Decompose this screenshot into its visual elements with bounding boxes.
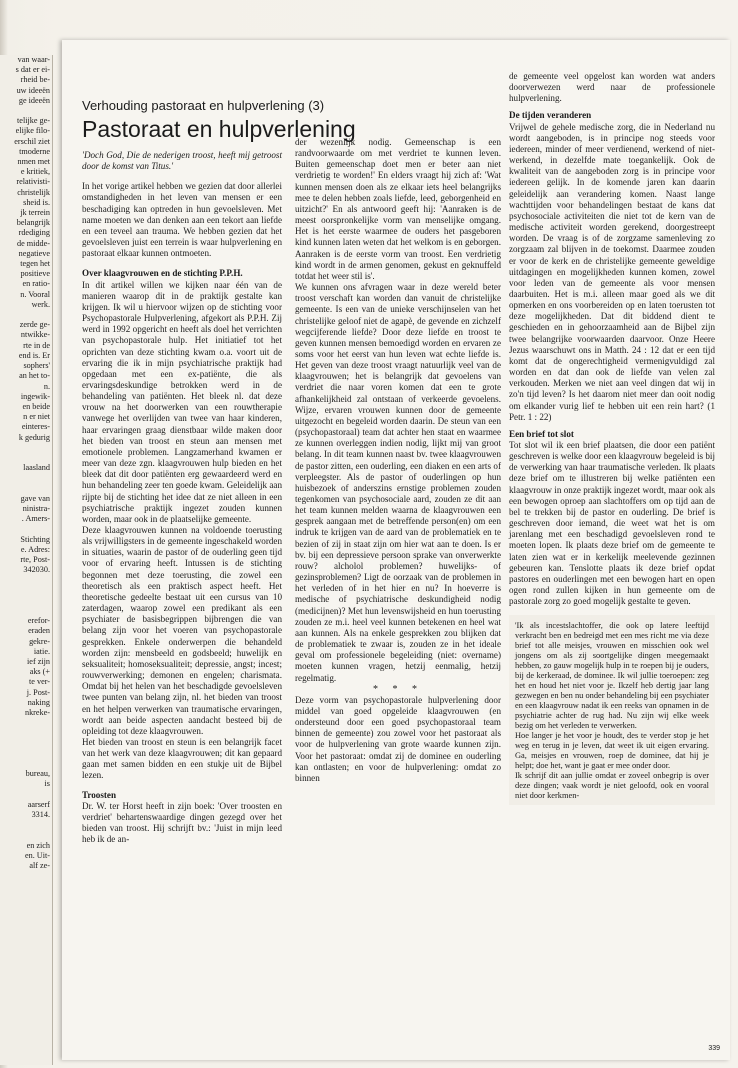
previous-page-line: en beide <box>22 401 50 411</box>
series-kicker: Verhouding pastoraat en hulpverlening (3) <box>82 98 325 113</box>
previous-page-line: erefor- <box>27 616 50 626</box>
paragraph: Tot slot wil ik een brief plaatsen, die door een patiënt geschreven is welke door een klaagvrouw begeleid is bij de verwerking van haar traumatische verleden. Ik plaats deze brief om te illustreren bij welke patiënten een klaagvrouw in onze praktijk ingezet wordt, maar ook als een bewogen oproep aan slachtoffers om op tijd aan de bel te trekken bij de pastor en ouderling. De brief is geschreven door iemand, die weet wat het is om jarenlang met een beschadigd gevoelsleven rond te moeten lopen. Ik plaats deze brief om de gemeente te laten zien wat er in kerkelijk meelevende gezinnen gebeuren kan. Tenslotte plaats ik deze brief opdat pastores en ouderlingen met een bewogen hart en open ogen rond zullen kijken in hun gemeente om de pastorale zorg zo goed mogelijk gestalte te geven. <box>509 440 715 607</box>
previous-page-line: telijke ge- <box>17 116 50 126</box>
previous-page-line: en. Uit- <box>24 850 50 860</box>
previous-page-line <box>0 310 52 320</box>
previous-page-line: naking <box>27 697 50 707</box>
previous-page-line: end is. Er <box>18 350 50 360</box>
article-title: Pastoraat en hulpverlening <box>82 116 356 142</box>
previous-page-line: elijke filo- <box>15 126 50 136</box>
previous-page-line: van waar- <box>17 55 50 64</box>
column-2 <box>295 137 501 784</box>
previous-page-line: nkreke- <box>24 708 50 717</box>
previous-page-line: iatie. <box>33 646 50 656</box>
previous-page-line: rte, Post- <box>20 554 50 564</box>
letter-paragraph: Hoe langer je het voor je houdt, des te verder stop je het weg en terug in je leven, dat weet ik uit eigen ervaring. Ga, meisjes en vrouwen, roep de dominee, dat hij je helpt; doe het, want je gaat er mee onder door. <box>515 731 709 771</box>
previous-page-line: zerde ge- <box>19 320 50 330</box>
previous-page-line: sophers' <box>23 361 50 371</box>
previous-page-line: bureau, <box>25 769 50 779</box>
previous-page-line: aarserf <box>27 799 50 809</box>
previous-page-line: . Amers- <box>21 514 50 524</box>
column-3 <box>509 71 715 805</box>
previous-page-line: s dat er ei- <box>15 65 50 75</box>
previous-page-line <box>0 106 52 116</box>
previous-page-line <box>0 596 52 606</box>
previous-page-line: alf ze- <box>29 861 50 871</box>
previous-page-line: 342030. <box>23 565 50 575</box>
previous-page-line: j. Post- <box>26 687 50 697</box>
previous-page-line: is <box>44 779 50 789</box>
previous-page-line: sheid is. <box>23 197 50 207</box>
previous-page-line <box>0 575 52 585</box>
previous-page-line: n. <box>43 381 50 391</box>
previous-page-line <box>0 524 52 534</box>
previous-page-line: n er niet <box>23 412 50 422</box>
paragraph: de gemeente veel opgelost kan worden wat anders doorverwezen werd naar de professionele hulpverlening. <box>509 71 715 104</box>
previous-page-line: jk terrein <box>20 208 50 218</box>
previous-page-line <box>0 790 52 800</box>
epigraph: 'Doch God, Die de nederigen troost, heeft mij getroost door de komst van Titus.' <box>82 150 282 172</box>
previous-page-line: e kritiek, <box>20 167 50 177</box>
paragraph: Deze klaagvrouwen kunnen na voldoende toerusting als vrijwilligsters in de gemeente ingeschakeld worden in situaties, waarin de pastor of de ouderling geen tijd voor of ervaring heeft. Intussen is de stichting begonnen met deze toerusting, die zowel een theoretisch als een praktisch aspect heeft. Het theoretische gedeelte bestaat uit een cursus van 10 zaterdagen, waarop zowel een predikant als een psychiater de basisbegrippen bijbrengen die van belang zijn voor het voeren van psychopastorale gesprekken. Enkele onderwerpen die behandeld worden zijn: mensbeeld en godsbeeld; huwelijk en seksualiteit; homoseksualiteit; depressie, angst; incest; rouwverwerking; demonen en engelen; charismata. Omdat bij het helen van het beschadigde gevoelsleven twee punten van belang zijn, nl. het bieden van troost en het helpen verwerken van traumatische ervaringen, wordt aan beide aspecten aandacht besteed bij de opleiding tot deze klaagvrouwen. <box>82 525 282 736</box>
section-heading: Troosten <box>82 789 117 800</box>
previous-page-line <box>0 443 52 453</box>
previous-page-line: an het to- <box>19 371 50 381</box>
previous-page-line: te ver- <box>29 677 50 687</box>
previous-page-line: 3314. <box>31 810 50 820</box>
paragraph: Deze vorm van psychopastorale hulpverlening door middel van goed opgeleide klaagvrouwen (en ondersteund door een goed psychopastoraal team binnen de gemeente) zou zowel voor het pastoraat als voor de hulpverlening van grote waarde kunnen zijn. Voor het pastoraat: omdat zij de dominee en ouderling kan ontlasten; en voor de hulpverlening: omdat zo binnen <box>295 694 501 783</box>
previous-page-line: ninistra- <box>22 503 50 513</box>
previous-page-line: christelijk <box>17 187 50 197</box>
previous-page-line: aks (+ <box>29 667 50 677</box>
previous-page-line: n. Vooral <box>20 289 50 299</box>
previous-page-line <box>0 728 52 738</box>
paragraph: We kunnen ons afvragen waar in deze wereld beter troost verschaft kan worden dan vanuit de christelijke gemeente. Is een van de unieke verschijnselen van het christelijke geloof niet de agapè, de gevende en zichzelf wegcijferende liefde? Door deze liefde en troost te geven kunnen mensen bemoedigd worden en ervaren ze soms voor het eerst van hun leven wat echte liefde is. Het geven van deze troost vraagt natuurlijk veel van de klaagvrouwen; het is belangrijk dat gevoelens van verdriet die naar voren komen dat een te grote afhankelijkheid zal ontstaan of verkeerde gevoelens. Wijze, ervaren vrouwen kunnen door de gemeente uitgezocht en begeleid worden daarin. De steun van een (psychopastoraal) team dat achter hen staat en waarmee ze kunnen overleggen indien nodig, lijkt mij van groot belang. In dit team kunnen naast bv. twee klaagvrouwen de pastor zitten, een ouderling, een diaken en een arts of verpleegster. Als de pastor of ouderlingen op hun huisbezoek of anderszins ernstige problemen zouden tegenkomen van psychosociale aard, zouden ze dit aan het team kunnen melden waarna de klaagvrouwen een gesprek aangaan met de betreffende person(en) om een indruk te krijgen van de aard van de problematiek en te bezien of zij in staat zijn om hier wat aan te doen. Is er bv. bij een depressieve persoon sprake van onverwerkte rouw? alcholol problemen? huwelijks- of gezinsproblemen? Ligt de oorzaak van de problemen in het verleden of in het hier en nu? In hoeverre is medische of psychiatrische deskundigheid nodig (medicijnen)? Met hun levenswijsheid en hun toerusting zouden ze m.i. heel veel kunnen betekenen en heel wat aan kunnen. Als na enkele gesprekken zou blijken dat de problematiek te zwaar is, zouden ze in het ideale geval om professionele begeleiding (niet: overname) moeten kunnen vragen, hetzij eenmalig, hetzij regelmatig. <box>295 282 501 683</box>
page-number: 339 <box>708 1045 720 1052</box>
previous-page-line: ingewik- <box>20 391 50 401</box>
previous-page-line: rheid be- <box>20 75 50 85</box>
letter-paragraph: 'Ik als incestslachtoffer, die ook op latere leeftijd verkracht ben en bedreigd met een mes richt me via deze brief tot alle meisjes, vrouwen en misschien ook wel jongens om als zij soortgelijke dingen meegemaakt hebben, zo gauw mogelijk hulp in te roepen bij je ouders, bij de kerkeraad, de dominee. Ik wil jullie toeroepen: zeg het en houd het niet voor je. Ikzelf heb dertig jaar lang gezwegen en ben nu onder behandeling bij een psychiater en een klaagvrouw nadat ik een reeks van opnamen in de psychiatrie achter de rug had. Nu zijn wij elke week bezig om het verleden te verwerken. <box>515 621 709 731</box>
previous-page-line: rdediging <box>18 228 50 238</box>
previous-page-line: rte in de <box>23 340 50 350</box>
previous-page-line: negatieve <box>18 248 50 258</box>
previous-page-line <box>0 820 52 830</box>
previous-page-line: laasland <box>23 463 50 473</box>
previous-page-line: werk. <box>31 299 50 309</box>
previous-page-line: tegen het <box>20 259 50 269</box>
paragraph: Het bieden van troost en steun is een belangrijk facet van het werk van deze klaagvrouwen; dit kan gepaard gaan met samen bidden en een stukje uit de Bijbel lezen. <box>82 736 282 781</box>
previous-page-line: de midde- <box>17 238 50 248</box>
section-heading: De tijden veranderen <box>509 110 592 121</box>
paragraph: In dit artikel willen we kijken naar één van de manieren waarop dit in de praktijk gestalte kan krijgen. Ik wil u hiervoor wijzen op de stichting voor Psychopastorale Hulpverlening, afgekort als P.P.H. Zij werd in 1992 opgericht en heeft als doel het verrichten van psychopastorale hulp. Het initiatief tot het oprichten van deze stichting kwam o.a. voort uit de ervaring die ik in mijn psychiatrische praktijk had opgedaan met een ex-patiënte, die als ervaringsdeskundige betrokken werd in de behandeling van patiënten. Het bleek nl. dat deze vrouw na het doorwerken van een rouwtherapie vanwege het overlijden van twee van haar kinderen, haar ervaringen graag dienstbaar wilde maken door het bieden van troost en steun aan mensen met emotionele problemen. Langzamerhand kwamen er meer van deze zgn. klaagvrouwen hulp bieden en het bleek dat dit door patiënten erg gewaardeerd werd en hun behandeling zeer ten goede kwam. Geleidelijk aan rijpte bij de stichting het idee dat ze niet alleen in een psychiatrische praktijk ingezet zouden kunnen worden, maar ook in de plaatselijke gemeente. <box>82 279 282 524</box>
previous-page-line: ge ideeën <box>18 95 50 105</box>
previous-page-line: belangrijk <box>16 218 50 228</box>
previous-page-line: e. Adres: <box>20 544 50 554</box>
previous-page-line <box>0 484 52 494</box>
previous-page-line: gekre- <box>29 636 50 646</box>
previous-page-line: nmen met <box>17 157 50 167</box>
section-heading: Over klaagvrouwen en de stichting P.P.H. <box>82 268 243 279</box>
previous-page-line <box>0 606 52 616</box>
paragraph: der wezenlijk nodig. Gemeenschap is een randvoorwaarde om met verdriet te kunnen leven. Buiten gemeenschap doet men er beter aan niet verdrietig te worden!' En elders vraagt hij zich af: 'Wat kunnen mensen doen als ze elkaar iets heel belangrijks mee te delen hebben zoals liefde, leed, geborgenheid en uitzicht?' En als antwoord geeft hij: 'Aanraken is de meest oorspronkelijke vorm van menselijke omgang. Het is het eerste waarmee de ouders het pasgeboren kind kunnen laten weten dat het welkom is en geborgen. Aanraken is de eerste vorm van troost. Een verdrietig kind wordt in de armen genomen, gekust en geknuffeld totdat het weer stil is'. <box>295 137 501 281</box>
article-page <box>62 40 730 1060</box>
paragraph: Dr. W. ter Horst heeft in zijn boek: 'Over troosten en verdriet' behartenswaardige dingen gezegd over het bieden van troost. Hij schrijft bv.: 'Juist in mijn leed heb ik de an- <box>82 800 282 845</box>
previous-page-edge <box>0 55 53 1065</box>
previous-page-line <box>0 830 52 840</box>
previous-page-line: positieve <box>20 269 50 279</box>
previous-page-line <box>0 739 52 749</box>
section-divider: * * * <box>373 683 423 695</box>
previous-page-line <box>0 749 52 759</box>
previous-page-line: relativisti- <box>16 177 50 187</box>
previous-page-line: en zich <box>26 840 50 850</box>
letter-box <box>509 615 715 805</box>
section-heading: Een brief tot slot <box>509 428 574 439</box>
previous-page-line <box>0 759 52 769</box>
previous-page-line: erschil ziet <box>14 136 50 146</box>
paragraph: In het vorige artikel hebben we gezien dat door allerlei omstandigheden in het leven van mensen er een beschadiging kan optreden in hun gevoelsleven. Met name moeten we dan denken aan een tekort aan liefde en een teveel aan trauma. We hebben gezien dat het gevoelsleven juist een terrein is waar hulpverlening en pastoraat elkaar kunnen ontmoeten. <box>82 181 282 259</box>
previous-page-line: eraden <box>28 626 50 636</box>
previous-page-line: ntwikke- <box>20 330 50 340</box>
previous-page-line: ief zijn <box>27 656 50 666</box>
previous-page-line: Stichting <box>20 534 50 544</box>
previous-page-line <box>0 718 52 728</box>
letter-paragraph: Ik schrijf dit aan jullie omdat er zoveel onbegrip is over deze dingen; vaak wordt je niet geloofd, ook en vooral niet door kerkmen- <box>515 771 709 801</box>
paragraph: Vrijwel de gehele medische zorg, die in Nederland nu wordt aangeboden, is in principe nog steeds voor iedereen, minder of meer verdienend, werkend of niet-werkend, in dezelfde mate toegankelijk. Ook de kwaliteit van de aangeboden zorg is in principe voor iedereen gelijk. In de komende jaren kan daarin geleidelijk aan verandering komen. Naast lange wachttijden voor behandelingen bestaat de kans dat psychosociale activiteiten die niet tot de kern van de medische activiteit worden gerekend, doorgestreept worden. De vraag is of de zorgzame samenleving zo zorgzaam zal blijven in de toekomst. Daarmee zouden er voor de kerk en de christelijke gemeente geweldige uitdagingen en mogelijkheden kunnen komen, zowel voor leden van de gemeente als voor mensen daarbuiten. Het is m.i. alleen maar goed als we dit opmerken en ons voorbereiden op en laten toerusten tot deze mogelijkheden. Dat dit biddend dient te geschieden en in gehoorzaamheid aan de Bijbel zijn twee belangrijke voorwaarden daarvoor. Onze Heere Jezus waarschuwt ons in Matth. 24 : 12 dat er een tijd komt dat de ongerechtigheid vermenigvuldigd zal worden en dat dan ook de liefde van velen zal verkouden. Merken we niet aan veel dingen dat wij in zo'n tijd leven? Is het daarom niet meer dan ooit nodig om elkander vurig lief te hebben uit een rein hart? (1 Petr. 1 : 22) <box>509 121 715 422</box>
previous-page-line: en ratio- <box>22 279 50 289</box>
previous-page-line: gave van <box>20 493 50 503</box>
previous-page-line: uw ideeën <box>16 85 50 95</box>
column-1 <box>82 150 282 845</box>
previous-page-line: einteres- <box>21 422 50 432</box>
previous-page-line <box>0 453 52 463</box>
previous-page-line: tmoderne <box>19 146 50 156</box>
previous-page-line <box>0 586 52 596</box>
previous-page-line <box>0 473 52 483</box>
previous-page-line: k gedurig <box>18 432 50 442</box>
